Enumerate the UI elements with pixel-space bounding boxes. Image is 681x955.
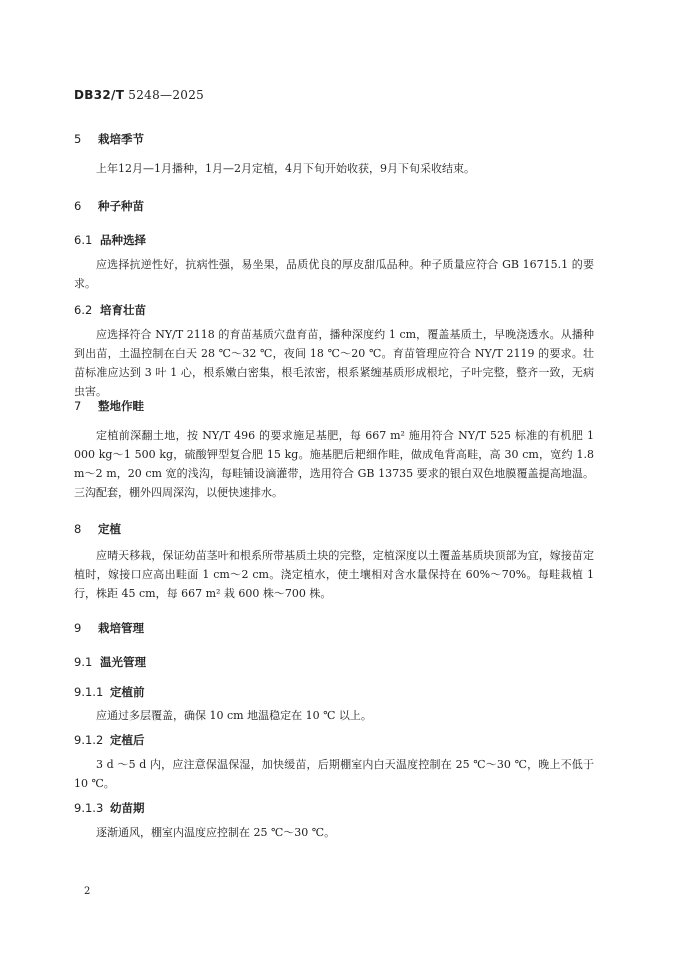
paragraph: 3 d ～5 d 内，应注意保温保湿，加快缓苗，后期棚室内白天温度控制在 25 ℃～30 ℃，晚上不低于 10 ℃。: [74, 758, 594, 790]
paragraph: 应选择符合 NY/T 2118 的育苗基质穴盘育苗，播种深度约 1 cm，覆盖基质土，早晚浇透水。从播种到出苗，土温控制在白天 28 ℃～32 ℃，夜间 18 ℃～20 ℃。育苗管理应符合 NY/T 2119 的要求。壮苗标准应达到 3 叶 1 心，根系嫩白密集，根毛浓密，根系紧缠基质形成根坨，子叶完整，整齐一致，无病虫害。: [74, 328, 594, 398]
section-title: 品种选择: [100, 233, 146, 247]
section-number: 9.1.2: [74, 733, 104, 747]
section-heading: [74, 732, 145, 748]
section-heading: [74, 302, 146, 318]
paragraph: 应通过多层覆盖，确保 10 cm 地温稳定在 10 ℃ 以上。: [96, 709, 372, 722]
section-number: 9.1.1: [74, 685, 104, 699]
section-number: 5: [74, 132, 82, 146]
section-title: 定植后: [110, 733, 145, 747]
section-title: 定植前: [110, 685, 145, 699]
section-heading: [74, 521, 121, 537]
section-number: 9.1: [74, 655, 93, 669]
section-heading: [74, 232, 146, 248]
section-title: 培育壮苗: [100, 303, 146, 317]
section-title: 温光管理: [100, 655, 146, 669]
section-number: 9.1.3: [74, 801, 104, 815]
paragraph: 定植前深翻土地，按 NY/T 496 的要求施足基肥，每 667 m² 施用符合 NY/T 525 标准的有机肥 1 000 kg～1 500 kg，硫酸钾型复合肥 15 kg。施基肥后耙细作畦，做成龟背高畦，高 30 cm，宽约 1.8 m～2 m，20 cm 宽的浅沟，每畦铺设滴灌带，选用符合 GB 13735 要求的银白双色地膜覆盖提高地温。三沟配套，棚外四周深沟，以便快速排水。: [74, 429, 594, 499]
section-title: 定植: [98, 522, 121, 536]
section-title: 整地作畦: [98, 399, 144, 413]
paragraph: 应晴天移栽，保证幼苗茎叶和根系所带基质土块的完整，定植深度以土覆盖基质块顶部为宜，嫁接苗定植时，嫁接口应高出畦面 1 cm～2 cm。浇定植水，使土壤相对含水量保持在 60%～70%。每畦栽植 1 行，株距 45 cm，每 667 m² 栽 600 株～700 株。: [74, 549, 594, 600]
document-code: [74, 88, 204, 102]
section-title: 种子种苗: [98, 199, 144, 213]
page-number: 2: [84, 886, 91, 897]
section-title: 栽培季节: [98, 132, 144, 146]
section-title: 幼苗期: [110, 801, 145, 815]
section-heading: [74, 131, 144, 147]
section-title: 栽培管理: [98, 621, 144, 635]
section-heading: [74, 398, 144, 414]
section-number: 8: [74, 522, 82, 536]
paragraph: 应选择抗逆性好，抗病性强，易坐果，品质优良的厚皮甜瓜品种。种子质量应符合 GB 16715.1 的要求。: [74, 258, 594, 290]
section-number: 7: [74, 399, 82, 413]
paragraph: 上年12月—1月播种，1月—2月定植，4月下旬开始收获，9月下旬采收结束。: [96, 162, 475, 175]
section-number: 6: [74, 199, 82, 213]
section-heading: [74, 684, 145, 700]
document-code-prefix: DB32/T: [74, 88, 125, 102]
section-number: 9: [74, 621, 82, 635]
section-heading: [74, 800, 145, 816]
section-number: 6.2: [74, 303, 93, 317]
document-code-number: 5248—2025: [124, 88, 205, 102]
section-heading: [74, 620, 144, 636]
section-heading: [74, 198, 144, 214]
paragraph: 逐渐通风，棚室内温度应控制在 25 ℃～30 ℃。: [96, 826, 336, 839]
section-number: 6.1: [74, 233, 93, 247]
section-heading: [74, 654, 146, 670]
